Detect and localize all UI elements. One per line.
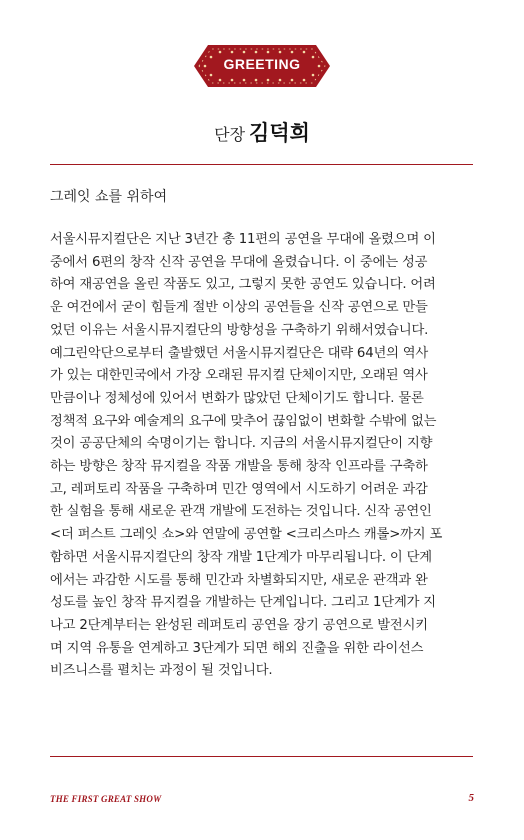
top-divider [50,164,473,165]
page-number: 5 [468,792,474,804]
title-role: 단장 [214,125,246,144]
body-line: 만큼이나 정체성에 있어서 변화가 많았던 단체이기도 합니다. 물론 [50,390,424,406]
body-line: 운 여건에서 굳이 힘들게 절반 이상의 공연들을 신작 공연으로 만들 [50,300,428,316]
page-title [0,117,524,147]
footer-title: THE FIRST GREAT SHOW [50,794,162,804]
body-line: 서울시뮤지컬단은 지난 3년간 총 11편의 공연을 무대에 올렸으며 이 [50,232,436,247]
body-line: 예그린악단으로부터 출발했던 서울시뮤지컬단은 대략 64년의 역사 [50,345,429,361]
body-line: 며 지역 유통을 연계하고 3단계가 되면 해외 진출을 위한 라이선스 [50,640,424,656]
body-line: 정책적 요구와 예술계의 요구에 맞추어 끊임없이 변화할 수밖에 없는 [50,413,437,429]
article-body [50,229,475,683]
body-line: 고, 레퍼토리 작품을 구축하며 민간 영역에서 시도하기 어려운 과감 [50,481,428,497]
body-line: 성도를 높인 창작 뮤지컬을 개발하는 단계입니다. 그리고 1단계가 지 [50,595,436,611]
title-name: 김덕희 [249,121,310,145]
body-line: 나고 2단계부터는 완성된 레퍼토리 공연을 장기 공연으로 발전시키 [50,617,428,633]
body-line: 하여 재공연을 올린 작품도 있고, 그렇지 못한 공연도 있습니다. 어려 [50,277,436,293]
body-line: 한 실험을 통해 새로운 관객 개발에 도전하는 것입니다. 신작 공연인 [50,504,432,520]
body-line: 가 있는 대한민국에서 가장 오래된 뮤지컬 단체이지만, 오래된 역사 [50,368,428,384]
badge-label: GREETING [223,56,301,72]
body-line: 것이 공공단체의 숙명이기는 합니다. 지금의 서울시뮤지컬단이 지향 [50,436,433,452]
body-line: 에서는 과감한 시도를 통해 민간과 차별화되지만, 새로운 관객과 완 [50,572,428,588]
greeting-badge [194,43,330,89]
body-line: 었던 이유는 서울시뮤지컬단의 방향성을 구축하기 위해서였습니다. [50,322,429,338]
body-line: <더 퍼스트 그레잇 쇼>와 연말에 공연할 <크리스마스 캐롤>까지 포 [50,527,443,543]
body-line: 하는 방향은 창작 뮤지컬을 작품 개발을 통해 창작 인프라를 구축하 [50,459,428,475]
body-line: 중에서 6편의 창작 신작 공연을 무대에 올렸습니다. 이 중에는 성공 [50,254,428,270]
article-subtitle: 그레잇 쇼를 위하여 [50,189,168,205]
body-line: 함하면 서울시뮤지컬단의 창작 개발 1단계가 마무리됩니다. 이 단계 [50,549,432,565]
body-line: 비즈니스를 펼치는 과정이 될 것입니다. [50,663,273,679]
bottom-divider [50,756,473,757]
